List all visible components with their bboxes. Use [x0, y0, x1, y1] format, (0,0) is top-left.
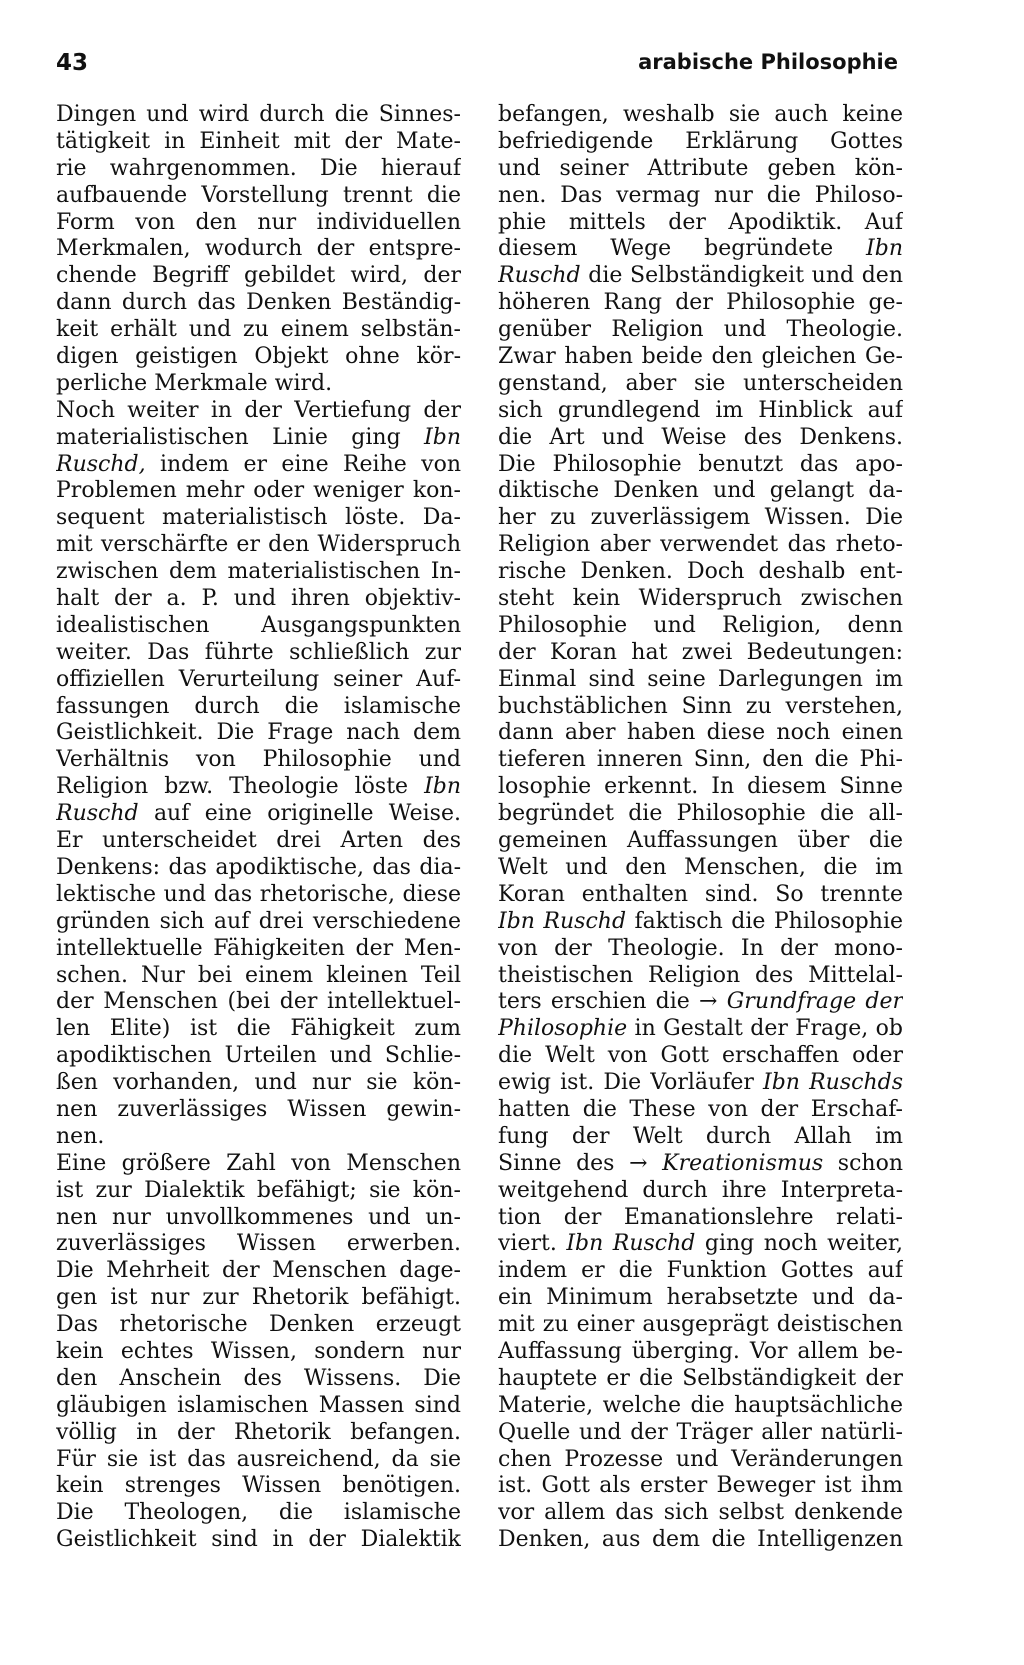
text-line — [56, 102, 461, 129]
text-line — [56, 1473, 461, 1500]
text-run: ein Minimum herabsetzte und da- — [498, 1285, 903, 1311]
text-line — [56, 1097, 461, 1124]
text-run: chen Prozesse und Veränderungen — [498, 1446, 903, 1472]
text-line — [56, 586, 461, 613]
italic-term: Ibn — [400, 424, 461, 450]
text-run: perliche Merkmale wird. — [56, 370, 333, 396]
italic-term: Philosophie — [498, 1016, 628, 1042]
text-line — [56, 236, 461, 263]
italic-term: Ruschd, — [56, 451, 146, 477]
text-line — [56, 210, 461, 237]
text-run: sich grundlegend im Hinblick auf — [498, 397, 903, 423]
text-run: len Elite) ist die Fähigkeit zum — [56, 1016, 461, 1042]
text-line — [56, 828, 461, 855]
text-line — [498, 1527, 903, 1554]
text-run: phie mittels der Apodiktik. Auf — [498, 209, 903, 235]
text-run: Die Philosophie benutzt das apo- — [498, 451, 903, 477]
text-run: in Gestalt der Frage, ob — [627, 1016, 903, 1042]
text-line — [56, 532, 461, 559]
text-line — [498, 1205, 903, 1232]
text-run: apodiktischen Urteilen und Schlie- — [56, 1043, 461, 1069]
text-line — [56, 129, 461, 156]
text-run: der Menschen (bei der intellektuel- — [56, 989, 461, 1015]
text-run: kein echtes Wissen, sondern nur — [56, 1338, 461, 1364]
text-line — [56, 263, 461, 290]
text-line — [56, 909, 461, 936]
text-line — [56, 156, 461, 183]
text-run: materialistischen Linie ging — [56, 424, 401, 450]
text-run: Verhältnis von Philosophie und — [56, 747, 461, 773]
text-line — [56, 317, 461, 344]
text-run: die Welt von Gott erschaffen oder — [498, 1043, 903, 1069]
text-line — [498, 720, 903, 747]
left-column — [56, 102, 461, 1554]
text-run: gründen sich auf drei verschiedene — [56, 908, 461, 934]
running-head: arabische Philosophie — [638, 50, 898, 74]
text-line — [498, 263, 903, 290]
text-run: faktisch die Philosophie — [626, 908, 903, 934]
text-run: mit verschärfte er den Widerspruch — [56, 532, 461, 558]
text-line — [56, 183, 461, 210]
italic-term: Ibn Ruschds — [753, 1070, 903, 1096]
text-run: intellektuelle Fähigkeiten der Men- — [56, 935, 461, 961]
text-run: indem er eine Reihe von — [145, 451, 461, 477]
text-run: Eine größere Zahl von Menschen — [56, 1150, 461, 1176]
text-run: genstand, aber sie unterscheiden — [498, 370, 903, 396]
text-run: nen. — [56, 1123, 105, 1149]
text-run: rische Denken. Doch deshalb ent- — [498, 559, 903, 585]
text-run: zwischen dem materialistischen In- — [56, 559, 461, 585]
text-line — [498, 963, 903, 990]
text-run: Form von den nur individuellen — [56, 209, 461, 235]
text-run: Für sie ist das ausreichend, da sie — [56, 1446, 461, 1472]
text-line — [498, 1312, 903, 1339]
text-line — [498, 559, 903, 586]
text-line — [56, 1312, 461, 1339]
right-column — [498, 102, 903, 1554]
text-line — [56, 747, 461, 774]
text-line — [498, 505, 903, 532]
text-line — [56, 1178, 461, 1205]
text-run: digen geistigen Objekt ohne kör- — [56, 344, 461, 370]
text-line — [498, 1366, 903, 1393]
text-line — [56, 667, 461, 694]
text-run: Zwar haben beide den gleichen Ge- — [498, 344, 903, 370]
text-run: hauptete er die Selbständigkeit der — [498, 1365, 903, 1391]
text-run: weiter. Das führte schließlich zur — [56, 639, 461, 665]
text-line — [498, 317, 903, 344]
text-line — [498, 1097, 903, 1124]
text-line — [498, 747, 903, 774]
text-run: keit erhält und zu einem selbstän- — [56, 317, 461, 343]
text-run: idealistischen Ausgangspunkten — [56, 612, 461, 638]
text-line — [56, 963, 461, 990]
text-run: ters erschien die → — [498, 989, 727, 1015]
text-run: genüber Religion und Theologie. — [498, 317, 903, 343]
text-run: ist zur Dialektik befähigt; sie kön- — [56, 1177, 461, 1203]
text-run: und seiner Attribute geben kön- — [498, 155, 903, 181]
text-line — [56, 505, 461, 532]
text-line — [498, 1473, 903, 1500]
text-line — [56, 425, 461, 452]
text-run: Problemen mehr oder weniger kon- — [56, 478, 461, 504]
text-run: ßen vorhanden, und nur sie kön- — [56, 1070, 461, 1096]
italic-term: Grundfrage der — [726, 989, 903, 1015]
text-run: nen. Das vermag nur die Philoso- — [498, 182, 903, 208]
text-run: befriedigende Erklärung Gottes — [498, 128, 903, 154]
text-line — [56, 344, 461, 371]
text-line — [56, 478, 461, 505]
text-run: theistischen Religion des Mittelal- — [498, 962, 903, 988]
text-line — [498, 774, 903, 801]
text-run: chende Begriff gebildet wird, der — [56, 263, 461, 289]
text-run: tätigkeit in Einheit mit der Mate- — [56, 128, 461, 154]
text-line — [498, 371, 903, 398]
text-run: von der Theologie. In der mono- — [498, 935, 903, 961]
text-line — [498, 1178, 903, 1205]
text-run: Koran enthalten sind. So trennte — [498, 881, 903, 907]
text-run: den Anschein des Wissens. Die — [56, 1365, 461, 1391]
text-line — [56, 452, 461, 479]
text-run: Er unterscheidet drei Arten des — [56, 828, 461, 854]
text-line — [56, 559, 461, 586]
text-run: nen nur unvollkommenes und un- — [56, 1204, 461, 1230]
text-line — [56, 1527, 461, 1554]
text-run: aufbauende Vorstellung trennt die — [56, 182, 461, 208]
text-line — [498, 1070, 903, 1097]
text-run: Denkens: das apodiktische, das dia- — [56, 854, 461, 880]
text-line — [56, 371, 461, 398]
text-line — [498, 1016, 903, 1043]
text-line — [56, 640, 461, 667]
text-line — [56, 290, 461, 317]
text-line — [498, 398, 903, 425]
text-run: sequent materialistisch löste. Da- — [56, 505, 461, 531]
text-run: offiziellen Verurteilung seiner Auf- — [56, 666, 461, 692]
text-line — [498, 694, 903, 721]
text-line — [498, 210, 903, 237]
text-run: losophie erkennt. In diesem Sinne — [498, 774, 903, 800]
italic-term: Ibn — [408, 774, 461, 800]
text-run: mit zu einer ausgeprägt deistischen — [498, 1312, 903, 1338]
text-line — [498, 1285, 903, 1312]
text-line — [498, 1151, 903, 1178]
text-line — [56, 1016, 461, 1043]
text-line — [56, 801, 461, 828]
text-line — [498, 129, 903, 156]
text-line — [498, 640, 903, 667]
text-line — [498, 1447, 903, 1474]
text-line — [498, 532, 903, 559]
text-run: auf eine originelle Weise. — [138, 801, 461, 827]
text-run: Geistlichkeit. Die Frage nach dem — [56, 720, 461, 746]
italic-term: Ibn — [833, 236, 903, 262]
text-run: die Selbständigkeit und den — [580, 263, 903, 289]
text-run: Dingen und wird durch die Sinnes- — [56, 102, 461, 127]
text-line — [498, 1339, 903, 1366]
text-line — [56, 1205, 461, 1232]
text-line — [498, 102, 903, 129]
text-run: ist. Gott als erster Beweger ist ihm — [498, 1473, 903, 1499]
text-run: Geistlichkeit sind in der Dialektik — [56, 1527, 461, 1553]
text-line — [498, 1231, 903, 1258]
text-run: diktische Denken und gelangt da- — [498, 478, 903, 504]
text-run: Materie, welche die hauptsächliche — [498, 1392, 903, 1418]
text-line — [56, 1258, 461, 1285]
text-line — [498, 452, 903, 479]
italic-term: Ibn Ruschd — [498, 908, 627, 934]
italic-term: Ruschd — [498, 263, 581, 289]
text-line — [498, 667, 903, 694]
text-run: begründet die Philosophie die all- — [498, 801, 903, 827]
text-line — [498, 344, 903, 371]
text-line — [498, 613, 903, 640]
text-line — [56, 936, 461, 963]
text-line — [56, 1366, 461, 1393]
text-line — [56, 1447, 461, 1474]
text-run: Religion bzw. Theologie löste — [56, 774, 409, 800]
text-run: Einmal sind seine Darlegungen im — [498, 666, 903, 692]
text-run: Denken, aus dem die Intelligenzen — [498, 1527, 903, 1553]
text-run: Das rhetorische Denken erzeugt — [56, 1312, 461, 1338]
text-line — [498, 828, 903, 855]
italic-term: Ruschd — [56, 801, 139, 827]
text-line — [498, 801, 903, 828]
text-line — [498, 478, 903, 505]
text-line — [56, 1124, 461, 1151]
text-line — [56, 398, 461, 425]
text-line — [56, 1500, 461, 1527]
text-line — [498, 909, 903, 936]
text-run: schon — [823, 1150, 903, 1176]
text-run: rie wahrgenommen. Die hierauf — [56, 155, 461, 181]
text-line — [56, 1231, 461, 1258]
text-run: vor allem das sich selbst denkende — [498, 1500, 903, 1526]
text-run: Sinne des → — [498, 1150, 663, 1176]
text-run: halt der a. P. und ihren objektiv- — [56, 586, 461, 612]
text-run: fassungen durch die islamische — [56, 693, 461, 719]
text-run: indem er die Funktion Gottes auf — [498, 1258, 903, 1284]
text-run: nen zuverlässiges Wissen gewin- — [56, 1096, 461, 1122]
text-run: völlig in der Rhetorik befangen. — [56, 1419, 461, 1445]
text-line — [56, 1151, 461, 1178]
text-run: diesem Wege begründete — [498, 236, 834, 262]
text-run: Philosophie und Religion, denn — [498, 612, 903, 638]
text-line — [498, 425, 903, 452]
text-run: schen. Nur bei einem kleinen Teil — [56, 962, 461, 988]
text-line — [56, 613, 461, 640]
text-line — [498, 586, 903, 613]
text-run: steht kein Widerspruch zwischen — [498, 586, 903, 612]
text-run: gen ist nur zur Rhetorik befähigt. — [56, 1285, 461, 1311]
italic-term: Ibn Ruschd — [556, 1231, 696, 1257]
text-run: Die Theologen, die islamische — [56, 1500, 461, 1526]
text-run: Religion aber verwendet das rheto- — [498, 532, 903, 558]
text-line — [56, 720, 461, 747]
text-line — [56, 882, 461, 909]
text-run: weitgehend durch ihre Interpreta- — [498, 1177, 903, 1203]
page-number: 43 — [56, 50, 89, 76]
text-run: lektische und das rhetorische, diese — [56, 881, 461, 907]
text-line — [56, 774, 461, 801]
text-line — [498, 1124, 903, 1151]
text-run: Die Mehrheit der Menschen dage- — [56, 1258, 461, 1284]
text-run: befangen, weshalb sie auch keine — [498, 102, 903, 127]
text-run: Merkmalen, wodurch der entspre- — [56, 236, 461, 262]
text-run: höheren Rang der Philosophie ge- — [498, 290, 903, 316]
text-run: dann durch das Denken Beständig- — [56, 290, 461, 316]
text-line — [498, 1043, 903, 1070]
text-line — [56, 989, 461, 1016]
text-line — [498, 882, 903, 909]
text-line — [56, 1070, 461, 1097]
text-line — [498, 1500, 903, 1527]
text-run: Noch weiter in der Vertiefung der — [56, 397, 461, 423]
text-run: Auffassung überging. Vor allem be- — [498, 1338, 903, 1364]
text-line — [498, 156, 903, 183]
text-run: kein strenges Wissen benötigen. — [56, 1473, 461, 1499]
text-line — [498, 290, 903, 317]
text-run: gläubigen islamischen Massen sind — [56, 1392, 461, 1418]
italic-term: Kreationismus — [662, 1150, 824, 1176]
text-line — [56, 855, 461, 882]
text-line — [498, 936, 903, 963]
text-run: die Art und Weise des Denkens. — [498, 424, 903, 450]
text-line — [56, 1043, 461, 1070]
text-run: der Koran hat zwei Bedeutungen: — [498, 639, 903, 665]
text-run: Quelle und der Träger aller natürli- — [498, 1419, 903, 1445]
text-line — [498, 1258, 903, 1285]
text-run: viert. — [498, 1231, 557, 1257]
text-run: buchstäblichen Sinn zu verstehen, — [498, 693, 903, 719]
text-line — [56, 694, 461, 721]
text-run: tieferen inneren Sinn, den die Phi- — [498, 747, 903, 773]
text-run: tion der Emanationslehre relati- — [498, 1204, 903, 1230]
text-run: gemeinen Auffassungen über die — [498, 828, 903, 854]
text-line — [498, 989, 903, 1016]
text-line — [56, 1285, 461, 1312]
text-line — [498, 855, 903, 882]
text-run: zuverlässiges Wissen erwerben. — [56, 1231, 461, 1257]
text-line — [498, 183, 903, 210]
text-run: ewig ist. Die Vorläufer — [498, 1070, 754, 1096]
text-run: hatten die These von der Erschaf- — [498, 1096, 903, 1122]
text-run: her zu zuverlässigem Wissen. Die — [498, 505, 903, 531]
text-line — [498, 1393, 903, 1420]
text-run: ging noch weiter, — [695, 1231, 903, 1257]
text-line — [498, 236, 903, 263]
text-line — [498, 1420, 903, 1447]
text-run: fung der Welt durch Allah im — [498, 1123, 903, 1149]
text-line — [56, 1393, 461, 1420]
text-run: dann aber haben diese noch einen — [498, 720, 903, 746]
text-line — [56, 1339, 461, 1366]
text-run: Welt und den Menschen, die im — [498, 854, 903, 880]
text-line — [56, 1420, 461, 1447]
